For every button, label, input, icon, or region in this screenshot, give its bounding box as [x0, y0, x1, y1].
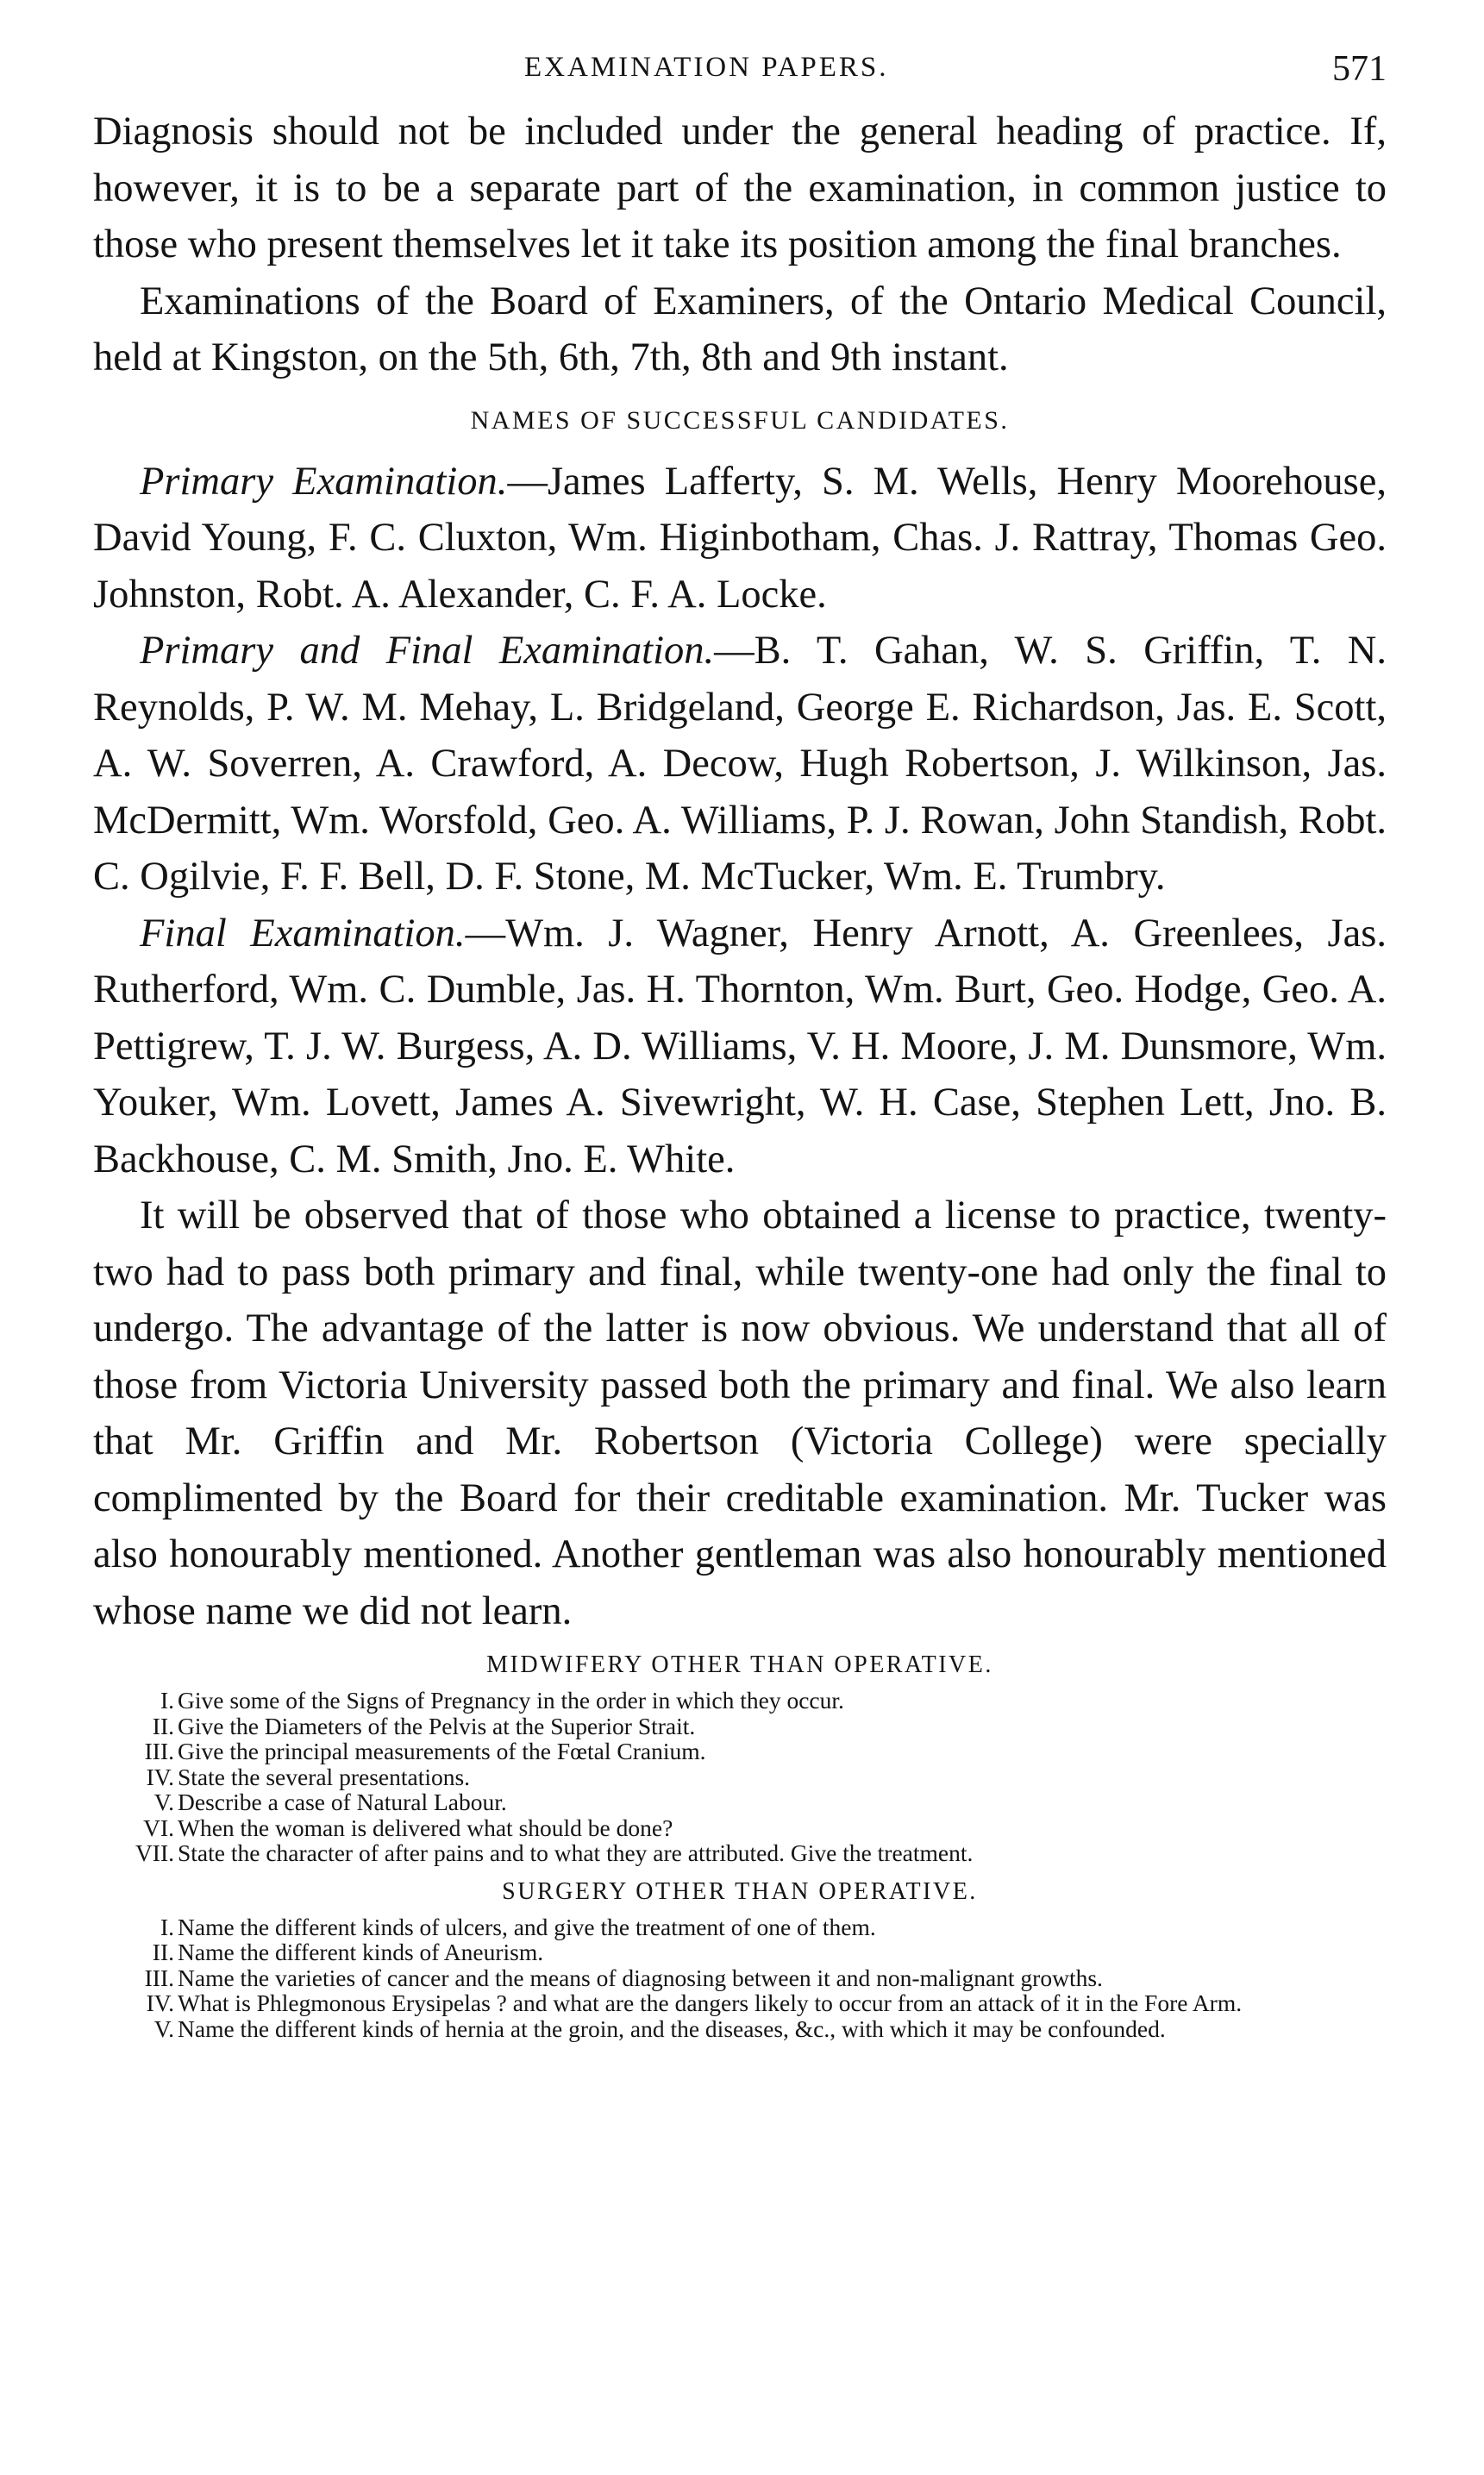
final-examination-names: —Wm. J. Wagner, Henry Arnott, A. Greenlees, Jas. Rutherford, Wm. C. Dumble, Jas. H. Thornton, Wm. Burt, Geo. Hodge, Geo. A. Pettigrew, T. J. W. Burgess, A. D. Williams, V. H. Moore, J. M. Dunsmore, Wm. Youker, Wm. Lovett, James A. Sivewright, W. H. Case, Stephen Lett, Jno. B. Backhouse, C. M. Smith, Jno. E. White. — [93, 911, 1387, 1181]
question-number: IV. — [146, 1763, 174, 1790]
list-item — [93, 1840, 1387, 1866]
question-text: Give some of the Signs of Pregnancy in the order in which they occur. — [178, 1687, 844, 1714]
primary-final-examination-lead: Primary and Final Examination. — [140, 629, 715, 673]
final-examination-lead: Final Examination. — [140, 911, 466, 956]
list-item — [93, 2016, 1387, 2042]
primary-examination-lead: Primary Examination. — [140, 459, 508, 504]
question-number: III. — [144, 1738, 174, 1764]
list-item — [93, 1990, 1387, 2016]
list-item — [93, 1789, 1387, 1815]
candidates-heading: NAMES OF SUCCESSFUL CANDIDATES. — [470, 405, 1010, 435]
question-text: State the several presentations. — [178, 1763, 471, 1790]
question-number: II. — [152, 1712, 174, 1739]
list-item — [93, 1764, 1387, 1790]
question-number: VII. — [135, 1839, 174, 1866]
list-item — [93, 1965, 1387, 1991]
running-head — [93, 34, 1387, 103]
question-text: What is Phlegmonous Erysipelas ? and what are the dangers likely to occur from an attack of it in the Fore Arm. — [178, 1989, 1243, 2016]
list-item — [93, 1714, 1387, 1739]
question-text: Describe a case of Natural Labour. — [178, 1789, 507, 1815]
question-text: Name the different kinds of Aneurism. — [178, 1939, 544, 1965]
primary-examination-paragraph — [93, 454, 1387, 623]
page-number: 571 — [1332, 49, 1387, 89]
question-text: Name the different kinds of ulcers, and give the treatment of one of them. — [178, 1913, 876, 1940]
primary-examination-names: —James Lafferty, S. M. Wells, Henry Moorehouse, David Young, F. C. Cluxton, Wm. Higinbotham, Chas. J. Rattray, Thomas Geo. Johnston, Robt. A. Alexander, C. F. A. Locke. — [93, 459, 1387, 617]
running-head-title: EXAMINATION PAPERS. — [524, 52, 889, 83]
midwifery-questions — [93, 1688, 1387, 1866]
question-number: I. — [160, 1687, 174, 1714]
list-item — [93, 1688, 1387, 1714]
question-text: State the character of after pains and to what they are attributed. Give the treatment. — [178, 1839, 974, 1866]
list-item — [93, 1739, 1387, 1764]
list-item — [93, 1815, 1387, 1841]
surgery-questions — [93, 1914, 1387, 2042]
list-item — [93, 1939, 1387, 1965]
question-number: IV. — [146, 1989, 174, 2016]
question-text: Give the principal measurements of the Fœtal Cranium. — [178, 1738, 706, 1764]
question-number: III. — [144, 1964, 174, 1991]
question-number: V. — [153, 2014, 174, 2042]
final-examination-paragraph — [93, 905, 1387, 1188]
question-text: Name the varieties of cancer and the means of diagnosing between it and non-malignant growths. — [178, 1964, 1103, 1991]
question-text: Give the Diameters of the Pelvis at the Superior Strait. — [178, 1712, 696, 1739]
list-item — [93, 1914, 1387, 1940]
question-number: VI. — [143, 1814, 174, 1841]
question-text: Name the different kinds of hernia at the groin, and the diseases, &c., with which it may be confounded. — [178, 2014, 1166, 2042]
paragraph-diagnosis: Diagnosis should not be included under the general heading of practice. If, however, it is to be a separate part of the examination, in common justice to those who present themselves let it take its position among the final branches. — [93, 110, 1387, 266]
paragraph-examinations: Examinations of the Board of Examiners, of the Ontario Medical Council, held at Kingston, on the 5th, 6th, 7th, 8th and 9th instant. — [93, 279, 1387, 379]
commentary-paragraph: It will be observed that of those who obtained a license to practice, twenty-two had to pass both primary and final, while twenty-one had only the final to undergo. The advantage of the latter is now obvious. We understand that all of those from Victoria University passed both the primary and final. We also learn that Mr. Griffin and Mr. Robertson (Victoria College) were specially complimented by the Board for their creditable examination. Mr. Tucker was also honourably mentioned. Another gentleman was also honourably mentioned whose name we did not learn. — [93, 1194, 1387, 1633]
midwifery-heading: MIDWIFERY OTHER THAN OPERATIVE. — [486, 1651, 993, 1678]
book-page — [93, 34, 1387, 2041]
primary-final-examination-paragraph — [93, 623, 1387, 905]
primary-final-examination-names: —B. T. Gahan, W. S. Griffin, T. N. Reynolds, P. W. M. Mehay, L. Bridgeland, George E. Richardson, Jas. E. Scott, A. W. Soverren, A. Crawford, A. Decow, Hugh Robertson, J. Wilkinson, Jas. McDermitt, Wm. Worsfold, Geo. A. Williams, P. J. Rowan, John Standish, Robt. C. Ogilvie, F. F. Bell, D. F. Stone, M. McTucker, Wm. E. Trumbry. — [93, 629, 1387, 899]
question-number: I. — [160, 1913, 174, 1940]
surgery-heading: SURGERY OTHER THAN OPERATIVE. — [502, 1877, 978, 1905]
question-text: When the woman is delivered what should be done? — [178, 1814, 673, 1841]
question-number: V. — [153, 1789, 174, 1815]
question-number: II. — [152, 1939, 174, 1965]
